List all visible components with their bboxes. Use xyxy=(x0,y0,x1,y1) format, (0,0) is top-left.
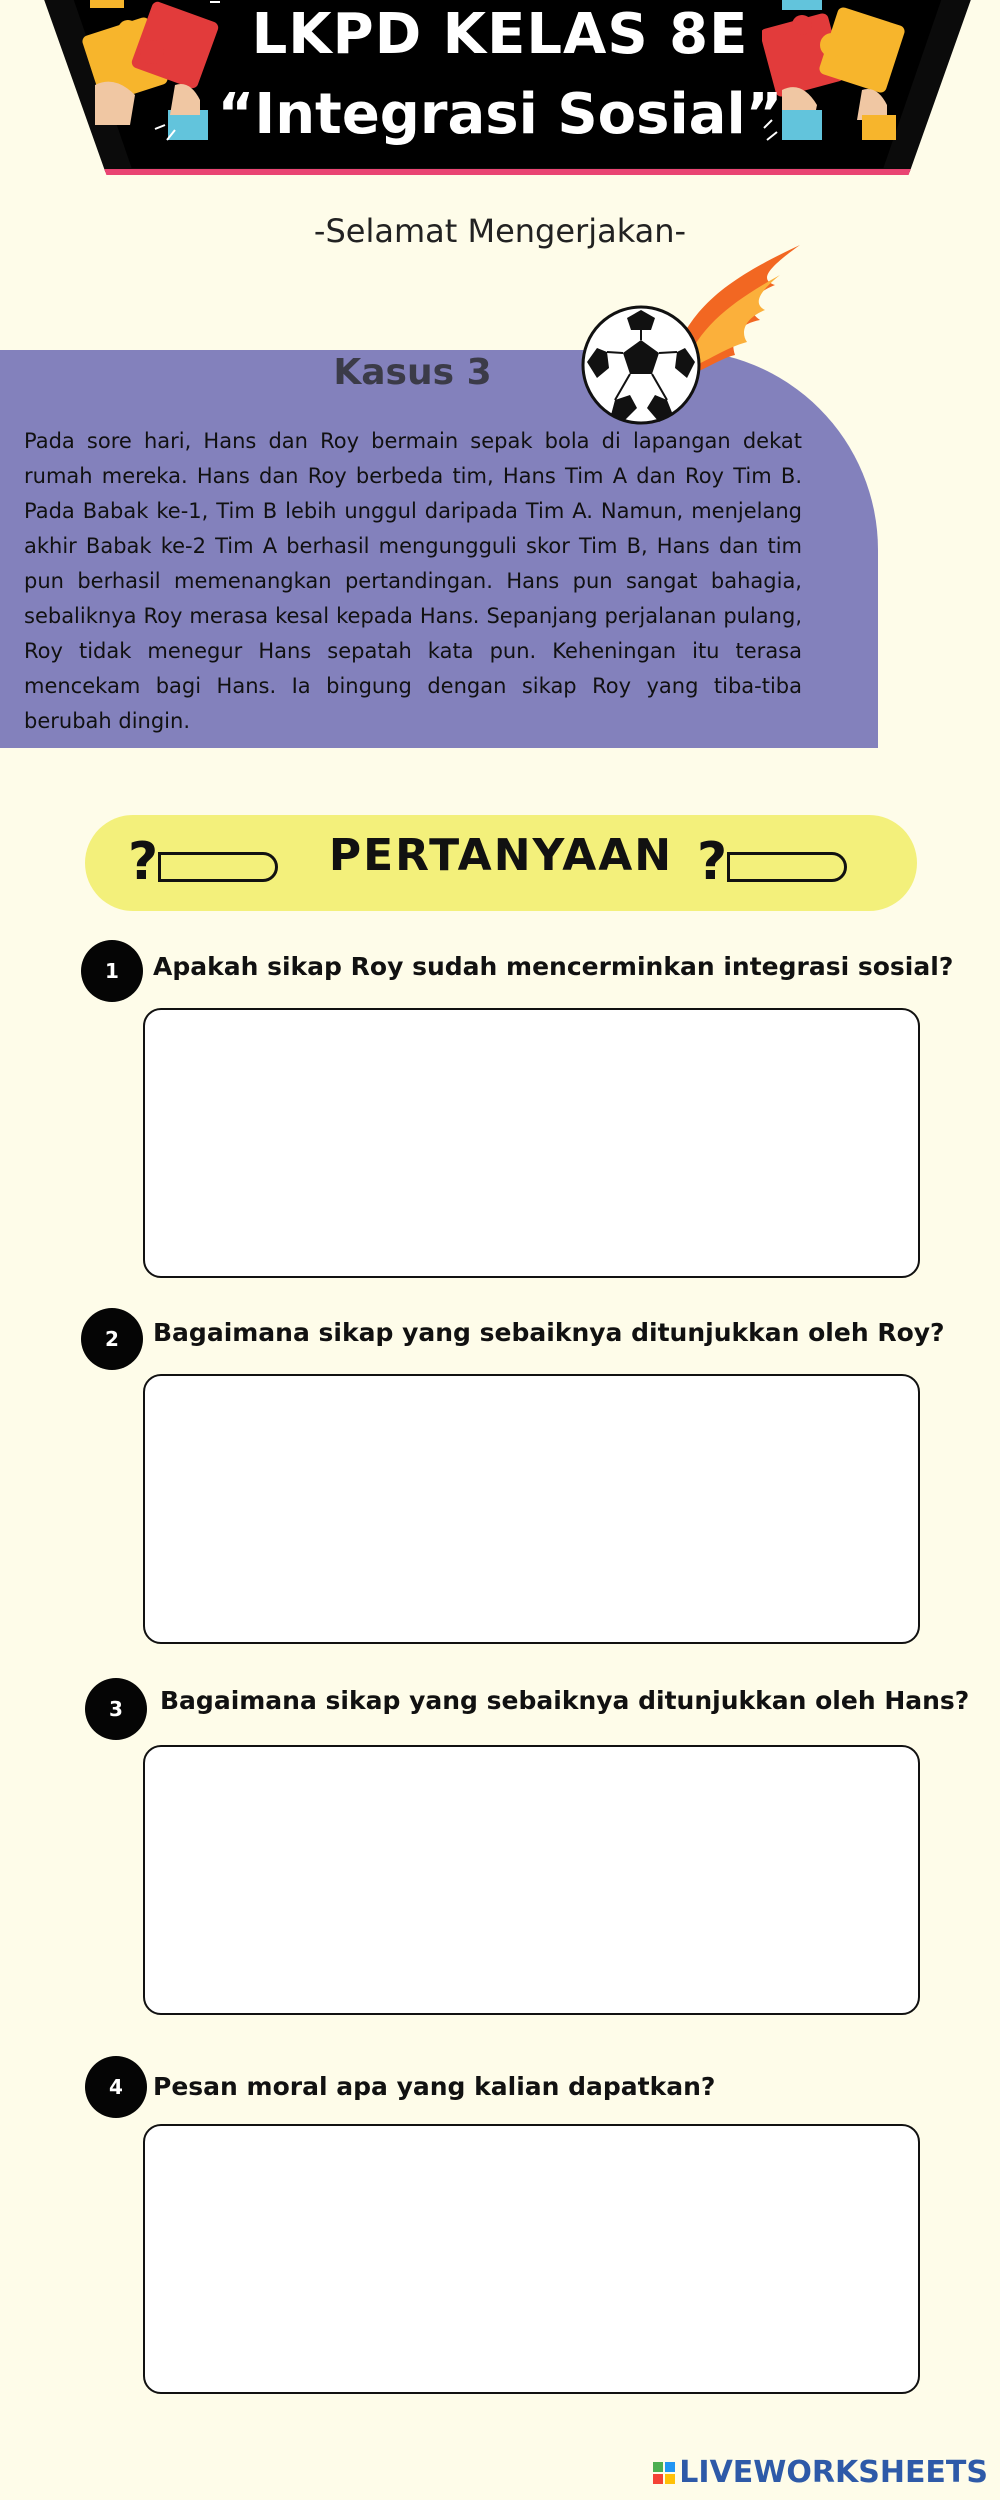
question-text: Bagaimana sikap yang sebaiknya ditunjukkan oleh Roy? xyxy=(153,1318,945,1347)
answer-input-3[interactable] xyxy=(143,1745,920,2015)
question-number: 4 xyxy=(85,2056,147,2118)
brand-text: LIVEWORKSHEETS xyxy=(679,2455,988,2490)
answer-input-1[interactable] xyxy=(143,1008,920,1278)
question-text: Pesan moral apa yang kalian dapatkan? xyxy=(153,2072,716,2101)
greeting-text: -Selamat Mengerjakan- xyxy=(313,212,687,250)
page-title: LKPD KELAS 8E xyxy=(251,2,749,67)
liveworksheets-logo[interactable] xyxy=(653,2455,988,2490)
case-title: Kasus 3 xyxy=(333,352,492,393)
question-number: 3 xyxy=(85,1678,147,1740)
liveworksheets-icon xyxy=(653,2462,675,2484)
soccer-ball-icon xyxy=(575,240,805,440)
question-mark-icon: ? xyxy=(128,832,159,892)
answer-input-2[interactable] xyxy=(143,1374,920,1644)
question-text: Bagaimana sikap yang sebaiknya ditunjukkan oleh Hans? xyxy=(160,1686,970,1715)
question-mark-bar xyxy=(727,852,847,882)
answer-input-4[interactable] xyxy=(143,2124,920,2394)
question-mark-icon: ? xyxy=(697,832,728,892)
case-text: Pada sore hari, Hans dan Roy bermain sepak bola di lapangan dekat rumah mereka. Hans dan Roy berbeda tim, Hans Tim A dan Roy Tim B. Pada Babak ke-1, Tim B lebih unggul daripada Tim A. Namun, menjelang akhir Babak ke-2 Tim A berhasil mengungguli skor Tim B, Hans dan tim pun berhasil memenangkan pertandingan. Hans pun sangat bahagia, sebaliknya Roy merasa kesal kepada Hans. Sepanjang perjalanan pulang, Roy tidak menegur Hans sepatah kata pun. Keheningan itu terasa mencekam bagi Hans. Ia bingung dengan sikap Roy yang tiba-tiba berubah dingin. xyxy=(24,429,802,733)
questions-heading: PERTANYAAN xyxy=(328,830,674,881)
page-subtitle-title: “Integrasi Sosial” xyxy=(217,82,783,147)
question-text: Apakah sikap Roy sudah mencerminkan integrasi sosial? xyxy=(153,952,954,981)
question-number: 1 xyxy=(81,940,143,1002)
question-number: 2 xyxy=(81,1308,143,1370)
